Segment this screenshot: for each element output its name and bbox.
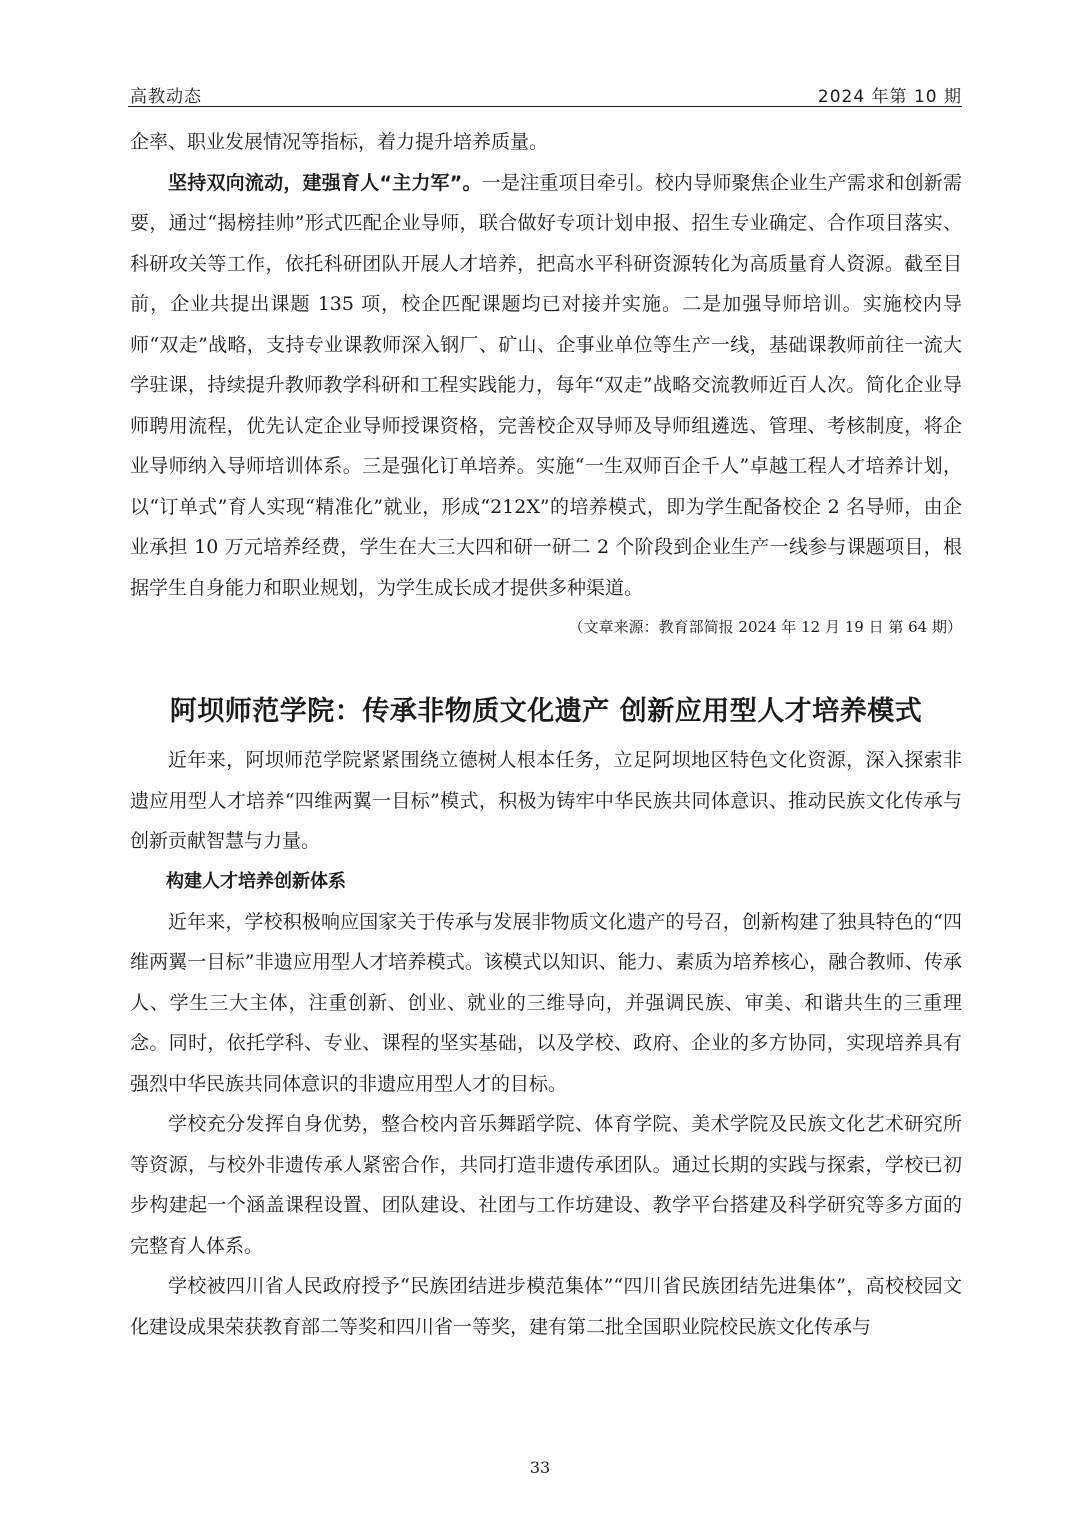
article-source: （文章来源：教育部简报 2024 年 12 月 19 日 第 64 期）	[568, 618, 962, 636]
paragraph-body: 一是注重项目牵引。校内导师聚焦企业生产需求和创新需要，通过“揭榜挂帅”形式匹配企业导师，联合做好专项计划申报、招生专业确定、合作项目落实、科研攻关等工作，依托科研团队开展人才培养，把高水平科研资源转化为高质量育人资源。截至目前，企业共提出课题 135 项，校企匹配课题均已对接并实施。二是加强导师培训。实施校内导师“双走”战略，支持专业课教师深入钢厂、矿山、企事业单位等生产一线，基础课教师前往一流大学驻课，持续提升教师教学科研和工程实践能力，每年“双走”战略交流教师近百人次。简化企业导师聘用流程，优先认定企业导师授课资格，完善校企双导师及导师组遴选、管理、考核制度，将企业导师纳入导师培训体系。三是强化订单培养。实施“一生双师百企千人”卓越工程人才培养计划，以“订单式”育人实现“精准化”就业，形成“212X”的培养模式，即为学生配备校企 2 名导师，由企业承担 10 万元培养经费，学生在大三大四和研一研二 2 个阶段到企业生产一线参与课题项目，根据学生自身能力和职业规划，为学生成长成才提供多种渠道。	[130, 171, 962, 599]
intro-paragraph: 近年来，阿坝师范学院紧紧围绕立德树人根本任务，立足阿坝地区特色文化资源，深入探索非遗应用型人才培养“四维两翼一目标”模式，积极为铸牢中华民族共同体意识、推动民族文化传承与创新贡献智慧与力量。	[130, 749, 962, 852]
paragraph-lead-title: 坚持双向流动，建强育人“主力军”。	[168, 171, 482, 194]
body-paragraph: 学校充分发挥自身优势，整合校内音乐舞蹈学院、体育学院、美术学院及民族文化艺术研究所等资源，与校外非遗传承人紧密合作，共同打造非遗传承团队。通过长期的实践与探索，学校已初步构建起一个涵盖课程设置、团队建设、社团与工作坊建设、教学平台搭建及科学研究等多方面的完整育人体系。	[130, 1113, 962, 1257]
issue-label: 2024 年第 10 期	[817, 87, 962, 107]
page-number: 33	[529, 1458, 551, 1477]
article-title: 阿坝师范学院：传承非物质文化遗产 创新应用型人才培养模式	[169, 696, 923, 727]
header-rule	[128, 106, 962, 107]
highlight-paragraph	[130, 163, 962, 609]
section-heading: 构建人才培养创新体系	[166, 870, 346, 892]
publication-name: 高教动态	[130, 87, 202, 107]
body-paragraph: 近年来，学校积极响应国家关于传承与发展非物质文化遗产的号召，创新构建了独具特色的“四维两翼一目标”非遗应用型人才培养模式。该模式以知识、能力、素质为培养核心，融合教师、传承人、学生三大主体，注重创新、创业、就业的三维导向，并强调民族、审美、和谐共生的三重理念。同时，依托学科、专业、课程的坚实基础，以及学校、政府、企业的多方协同，实现培养具有强烈中华民族共同体意识的非遗应用型人才的目标。	[130, 910, 962, 1095]
body-paragraph: 学校被四川省人民政府授予“民族团结进步模范集体”“四川省民族团结先进集体”，高校校园文化建设成果荣获教育部二等奖和四川省一等奖，建有第二批全国职业院校民族文化传承与	[130, 1275, 962, 1338]
page-content	[130, 122, 962, 1347]
running-header	[130, 78, 962, 108]
continued-paragraph: 企率、职业发展情况等指标，着力提升培养质量。	[130, 131, 549, 153]
